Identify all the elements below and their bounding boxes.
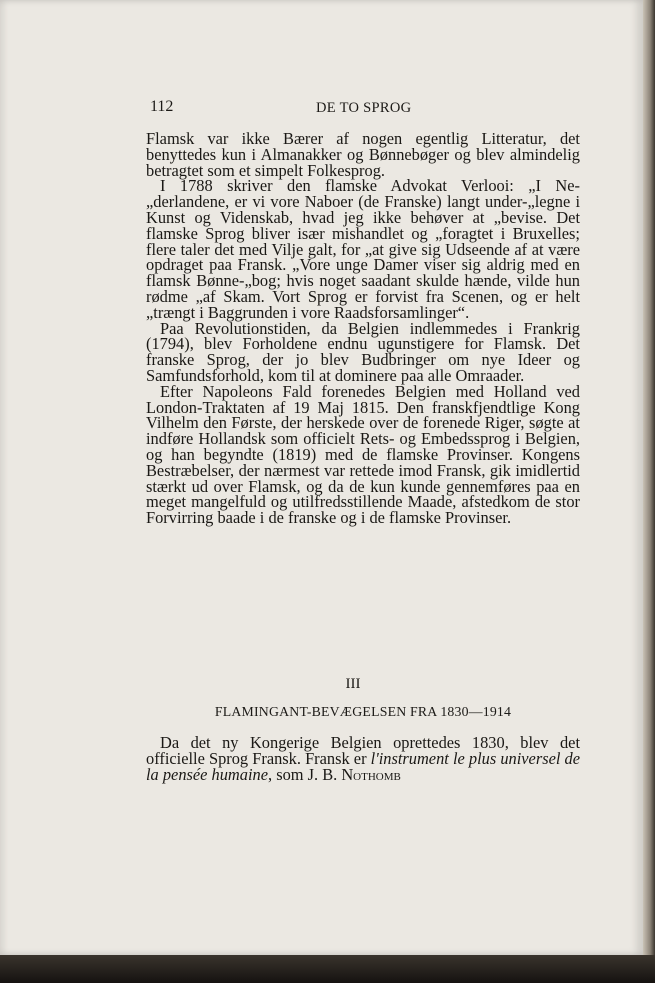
paragraph-part: , som J. B. (268, 764, 342, 784)
author-name: Nothomb (341, 764, 401, 784)
body-text (146, 131, 580, 526)
paragraph: I 1788 skriver den flamske Advokat Verlooi: „I Ne-„derlandene, er vi vore Naboer (de Franske) langt under-„legne i Kunst og Videnskab, hvad jeg ikke behøver at „bevise. Det flamske Sprog bliver især mishandlet og „foragtet i Bruxelles; flere taler det med Vilje galt, for „at give sig Udseende af at være opdraget paa Fransk. „Vore unge Damer viser sig aldrig med en flamsk Bønne-„bog; hvis noget saadant skulde hænde, vilde hun rødme „af Skam. Vort Sprog er forvist fra Scenen, og er helt „trængt i Baggrunden i vore Raadsforsamlinger“. (146, 176, 580, 322)
paragraph: Paa Revolutionstiden, da Belgien indlemmedes i Frankrig (1794), blev Forholdene endnu ugunstigere for Flamsk. Det franske Sprog, der jo blev Budbringer om nye Ideer og Samfundsforhold, kom til at dominere paa alle Omraader. (146, 318, 580, 385)
french-quote: l'instrument le plus universel de la pensée humaine (146, 748, 580, 784)
section-body-text (146, 735, 580, 782)
page-edge-right (643, 0, 655, 955)
paragraph: Flamsk var ikke Bærer af nogen egentlig Litteratur, det benyttedes kun i Almanakker og Bønnebøger og blev almindelig betragtet som et simpelt Folkesprog. (146, 129, 580, 180)
running-title: DE TO SPROG (316, 100, 412, 116)
page-number: 112 (150, 98, 174, 115)
paragraph (146, 735, 580, 782)
page-header (150, 98, 580, 120)
paragraph-part: Da det ny Kongerige Belgien oprettedes 1830, blev det officielle Sprog Fransk. Fransk er (146, 733, 580, 768)
section-title: FLAMINGANT-BEVÆGELSEN FRA 1830—1914 (214, 704, 512, 719)
page-edge-bottom (0, 955, 655, 983)
paragraph: Efter Napoleons Fald forenedes Belgien med Holland ved London-Traktaten af 19 Maj 1815. Den franskfjendtlige Kong Vilhelm den Første, der herskede over de forenede Riger, søgte at indføre Hollandsk som officielt Rets- og Embedssprog i Belgien, og han begyndte (1819) med de flamske Provinser. Kongens Bestræbelser, der nærmest var rettede imod Fransk, gik imidlertid stærkt ud over Flamsk, og da de kun kunde gennemføres paa en meget mangelfuld og utilfredsstillende Maade, afstedkom de stor Forvirring baade i de franske og i de flamske Provinser. (146, 381, 580, 528)
section-number-text: III (345, 676, 361, 692)
